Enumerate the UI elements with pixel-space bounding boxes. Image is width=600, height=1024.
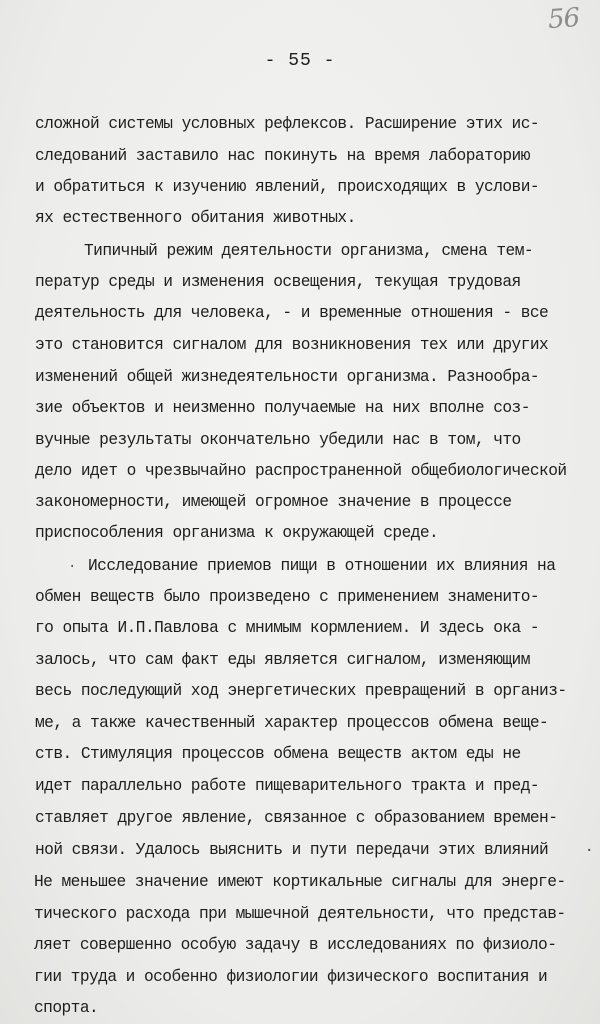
text-line: Исследование приемов пищи в отношении их влияния на	[88, 557, 556, 575]
text-line: весь последующий ход энергетических превращений в организ-	[35, 682, 567, 700]
text-line: гии труда и особенно физиологии физического воспитания и	[34, 968, 548, 986]
text-line: ставляет другое явление, связанное с образованием времен-	[35, 809, 558, 827]
margin-dot: .	[68, 556, 77, 572]
text-line: сложной системы условных рефлексов. Расширение этих ис-	[35, 115, 540, 133]
text-line: спорта.	[34, 999, 99, 1017]
text-line: приспособления организма к окружающей среде.	[35, 524, 439, 542]
text-line: ной связи. Удалось выяснить и пути передачи этих влияний	[35, 841, 549, 859]
text-line: закономерности, имеющей огромное значение в процессе	[35, 493, 512, 511]
text-line: Типичный режим деятельности организма, смена тем-	[84, 242, 534, 260]
text-line: и обратиться к изучению явлений, происходящих в услови-	[35, 178, 540, 196]
text-line: ств. Стимуляция процессов обмена веществ актом еды не	[35, 745, 521, 763]
text-line: это становится сигналом для возникновения тех или других	[35, 336, 549, 354]
text-line: Не меньшее значение имеют кортикальные сигналы для энерге-	[34, 873, 566, 891]
text-line: зие объектов и неизменно получаемые на них вполне соз-	[35, 399, 530, 417]
text-line: го опыта И.П.Павлова с мнимым кормлением. И здесь ока -	[35, 619, 540, 637]
text-line: изменений общей жизнедеятельности организма. Разнообра-	[35, 368, 540, 386]
text-line: ператур среды и изменения освещения, текущая трудовая	[35, 273, 521, 291]
typed-page-number: - 55 -	[264, 51, 336, 71]
text-line: ме, а также качественный характер процессов обмена веще-	[35, 714, 549, 732]
handwritten-page-number: 56	[546, 2, 581, 36]
text-line: тического расхода при мышечной деятельности, что представ-	[34, 905, 566, 923]
text-line: идет параллельно работе пищеварительного тракта и пред-	[35, 777, 540, 795]
text-line: деятельность для человека, - и временные отношения - все	[35, 304, 549, 322]
text-line: обмен веществ было произведено с применением знаменито-	[35, 588, 540, 606]
text-line: следований заставило нас покинуть на время лабораторию	[35, 147, 530, 165]
margin-dot: .	[585, 840, 594, 856]
text-line: дело идет о чрезвычайно распространенной общебиологической	[35, 462, 567, 480]
text-line: залось, что сам факт еды является сигналом, изменяющим	[35, 651, 530, 669]
text-line: ляет совершенно особую задачу в исследованиях по физиоло-	[34, 936, 557, 954]
text-line: вучные результаты окончательно убедили нас в том, что	[35, 431, 521, 449]
text-line: ях естественного обитания животных.	[35, 209, 356, 227]
